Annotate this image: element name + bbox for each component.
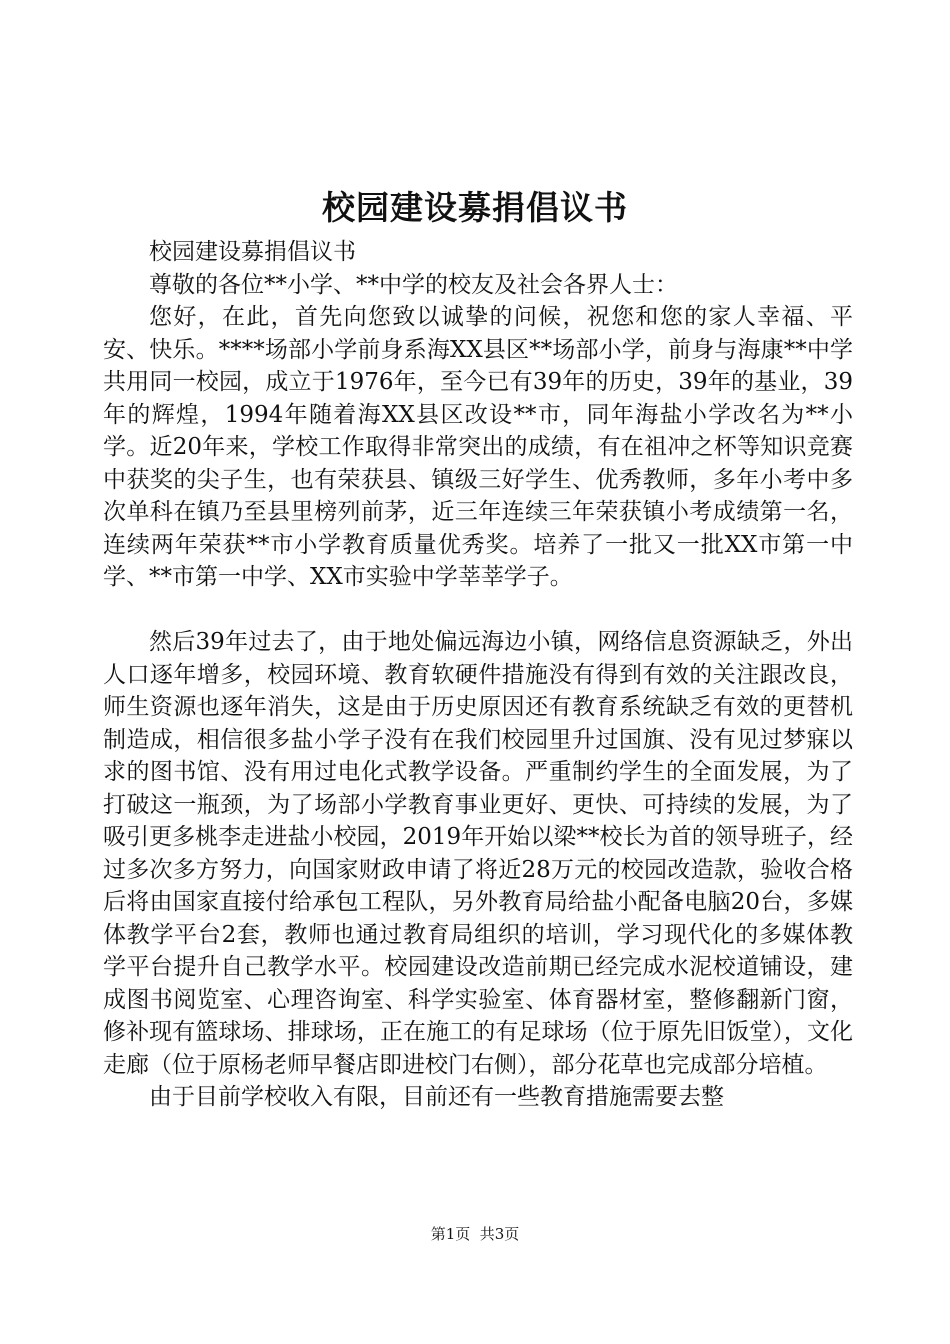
paragraph-salutation: 尊敬的各位**小学、**中学的校友及社会各界人士：	[149, 271, 678, 298]
document-title: 校园建设募捐倡议书	[322, 188, 628, 227]
page-number: 第1页 共3页	[430, 1225, 520, 1243]
paragraph-history: 然后39年过去了，由于地处偏远海边小镇，网络信息资源缺乏，外出人口逐年增多，校园环境、教育软硬件措施没有得到有效的关注跟改良，师生资源也逐年消失，这是由于历史原因还有教育系统缺乏有效的更替机制造成，相信很多盐小学子没有在我们校园里升过国旗、没有见过梦寐以求的图书馆、没有用过电化式教学设备。严重制约学生的全面发展，为了打破这一瓶颈，为了场部小学教育事业更好、更快、可持续的发展，为了吸引更多桃李走进盐小校园，2019年开始以梁**校长为首的领导班子，经过多次多方努力，向国家财政申请了将近28万元的校园改造款，验收合格后将由国家直接付给承包工程队，另外教育局给盐小配备电脑20台，多媒体教学平台2套，教师也通过教育局组织的培训，学习现代化的多媒体教学平台提升自己教学水平。校园建设改造前期已经完成水泥校道铺设，建成图书阅览室、心理咨询室、科学实验室、体育器材室，整修翻新门窗，修补现有篮球场、排球场，正在施工的有足球场（位于原先旧饭堂），文化走廊（位于原杨老师早餐店即进校门右侧），部分花草也完成部分培植。	[103, 629, 853, 1078]
paragraph-heading: 校园建设募捐倡议书	[149, 239, 356, 265]
paragraph-appeal: 由于目前学校收入有限，目前还有一些教育措施需要去整	[149, 1084, 724, 1110]
paragraph-greeting: 您好，在此，首先向您致以诚挚的问候，祝您和您的家人幸福、平安、快乐。****场部小学前身系海XX县区**场部小学，前身与海康**中学共用同一校园，成立于1976年，至今已有39年的历史，39年的基业，39年的辉煌，1994年随着海XX县区改设**市，同年海盐小学改名为**小学。近20年来，学校工作取得非常突出的成绩，有在祖冲之杯等知识竞赛中获奖的尖子生，也有荣获县、镇级三好学生、优秀教师，多年小考中多次单科在镇乃至县里榜列前茅，近三年连续三年荣获镇小考成绩第一名，连续两年荣获**市小学教育质量优秀奖。培养了一批又一批XX市第一中学、**市第一中学、XX市实验中学莘莘学子。	[103, 304, 853, 590]
document-body	[103, 236, 853, 1114]
paragraph-spacer	[103, 594, 853, 627]
